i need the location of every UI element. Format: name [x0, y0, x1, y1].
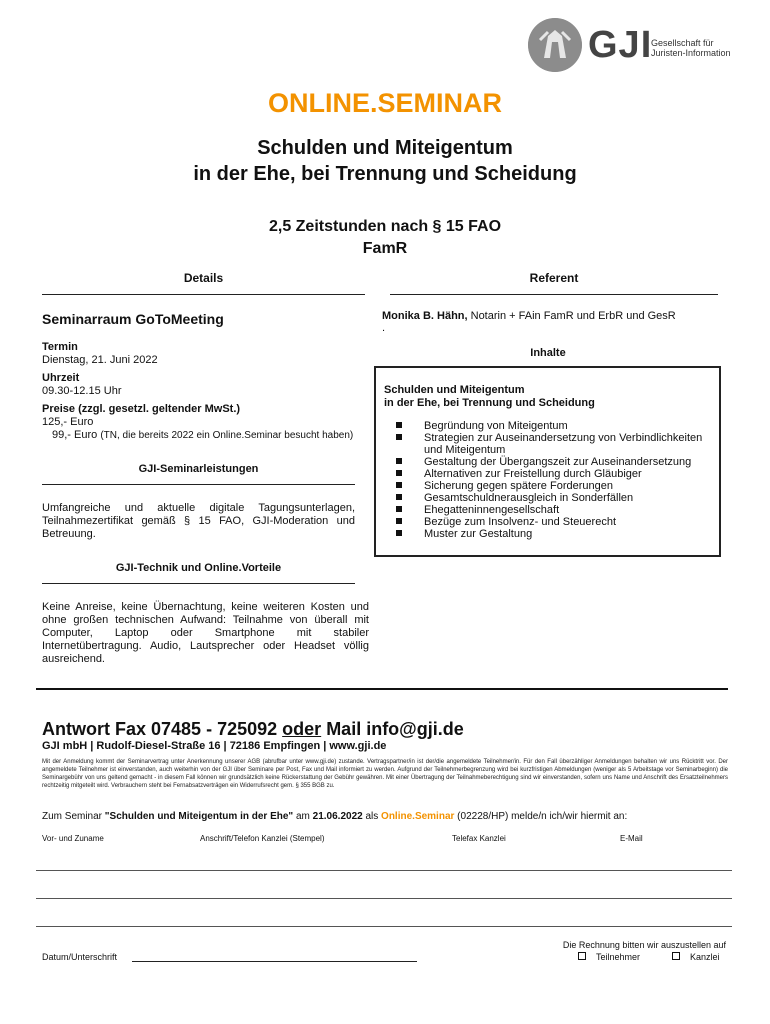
section-divider	[36, 688, 728, 690]
inhalte-box-title	[384, 384, 595, 410]
inhalte-box-title-line1: Schulden und Miteigentum	[384, 384, 525, 396]
inhalte-item	[394, 468, 712, 480]
inhalte-item	[394, 480, 712, 492]
reg-online: Online.Seminar	[381, 811, 455, 822]
details-rule	[42, 294, 365, 295]
col-address-label: Anschrift/Telefon Kanzlei (Stempel)	[200, 834, 325, 843]
square-bullet-icon	[396, 482, 402, 488]
seminar-title-line2: in der Ehe, bei Trennung und Scheidung	[193, 163, 577, 185]
details-heading: Details	[183, 271, 224, 285]
option-office-label: Kanzlei	[690, 952, 720, 962]
company-address: GJI mbH | Rudolf-Diesel-Straße 16 | 72186 Empfingen | www.gji.de	[42, 740, 387, 752]
square-bullet-icon	[396, 506, 402, 512]
referent-info	[382, 310, 676, 322]
price-reduced-note: (TN, die bereits 2022 ein Online.Seminar besucht haben)	[100, 430, 354, 441]
form-row-line-1[interactable]	[36, 870, 732, 871]
reg-am: am	[293, 811, 313, 822]
uhrzeit-label: Uhrzeit	[42, 372, 80, 384]
leistungen-rule	[42, 484, 355, 485]
square-bullet-icon	[396, 458, 402, 464]
referent-titles: Notarin + FAin FamR und ErbR und GesR	[470, 310, 676, 322]
square-bullet-icon	[396, 434, 402, 440]
leistungen-heading: GJI-Seminarleistungen	[138, 463, 259, 475]
col-email-label: E-Mail	[620, 834, 643, 843]
checkbox-office[interactable]	[672, 952, 680, 960]
square-bullet-icon	[396, 518, 402, 524]
price-reduced	[52, 429, 353, 441]
inhalte-item-text: Strategien zur Auseinandersetzung von Verbindlichkeiten und Miteigentum	[424, 432, 703, 456]
technik-heading: GJI-Technik und Online.Vorteile	[115, 562, 282, 574]
seminar-hours	[0, 216, 770, 260]
technik-text: Keine Anreise, keine Übernachtung, keine weiteren Kosten und ohne großen technischen Aufwand: Teilnahme von überall mit Computer, Laptop oder Smartphone mit stabiler Internetübertragung. Audio, Lautsprecher oder Headset völlig ausreichend.	[42, 601, 369, 665]
invoice-text: Die Rechnung bitten wir auszustellen auf	[562, 940, 726, 950]
referent-heading: Referent	[529, 271, 579, 285]
reg-als: als	[362, 811, 382, 822]
seminar-title	[0, 135, 770, 187]
inhalte-item	[394, 456, 712, 468]
inhalte-item	[394, 528, 712, 540]
inhalte-item-text: Begründung von Miteigentum	[424, 420, 568, 432]
inhalte-item-text: Gesamtschuldnerausgleich in Sonderfällen	[424, 492, 634, 504]
inhalte-item-text: Muster zur Gestaltung	[424, 528, 533, 540]
option-participant[interactable]	[578, 952, 640, 962]
logo-subtitle-line2: Juristen-Information	[651, 48, 731, 58]
reg-pre: Zum Seminar	[42, 811, 105, 822]
answer-line	[42, 719, 464, 740]
price-standard: 125,- Euro	[42, 416, 94, 428]
answer-mail: Mail info@gji.de	[326, 719, 464, 739]
seminar-title-line1: Schulden und Miteigentum	[257, 137, 513, 159]
uhrzeit-value: 09.30-12.15 Uhr	[42, 385, 122, 397]
registration-sentence	[42, 811, 627, 822]
gji-logo	[528, 18, 738, 76]
inhalte-item	[394, 504, 712, 516]
reg-title: "Schulden und Miteigentum in der Ehe"	[104, 811, 294, 822]
answer-fax: Fax 07485 - 725092	[115, 719, 278, 739]
termin-value: Dienstag, 21. Juni 2022	[42, 354, 158, 366]
signature-field[interactable]	[132, 961, 417, 962]
seminar-hours-line2: FamR	[362, 240, 408, 257]
col-name-label: Vor- und Zuname	[42, 834, 104, 843]
referent-rule	[390, 294, 718, 295]
square-bullet-icon	[396, 530, 402, 536]
square-bullet-icon	[396, 470, 402, 476]
answer-oder: oder	[282, 719, 322, 739]
option-office[interactable]	[672, 952, 720, 962]
inhalte-item-text: Sicherung gegen spätere Forderungen	[424, 480, 613, 492]
inhalte-item-text: Bezüge zum Insolvenz- und Steuerecht	[424, 516, 617, 528]
preise-label: Preise (zzgl. gesetzl. geltender MwSt.)	[42, 403, 241, 415]
inhalte-list	[394, 420, 712, 540]
terms-fine-print: Mit der Anmeldung kommt der Seminarvertrag unter Anerkennung unserer AGB (abrufbar unter www.gji.de) zustande. Vertragspartner/in ist der/die angemeldete Teilnehmer/in. Für den Fall überzähliger Anmeldungen behalten wir uns Rücktritt vor. Der angemeldete Teilnehmer ist einverstanden, auch weiterhin von der GJI über Seminare per Post, Fax und Mail informiert zu werden. Aufgrund der Teilnehmerbegrenzung wird bei kurzfristigen Abmeldungen (weniger als 5 Arbeitstage vor Seminarbeginn) die Seminargebühr von uns geltend gemacht - in diesem Fall können wir grundsätzlich keine Rückerstattung der Gebühr gewähren. Mit einer Übertragung der Teilnahmeberechtigung sind wir einverstanden, sofern uns Name und Anschrift des Ersatzteilnehmers rechtzeitig mitgeteilt wird. Verbrauchern steht bei Fernabsatzverträgen ein Widerrufsrecht gem. § 355 BGB zu.	[42, 759, 728, 789]
checkbox-participant[interactable]	[578, 952, 586, 960]
inhalte-heading: Inhalte	[530, 347, 566, 359]
logo-brand: GJI	[588, 24, 653, 66]
price-reduced-value: 99,- Euro	[52, 429, 98, 441]
reg-post: (02228/HP) melde/n ich/wir hiermit an:	[454, 811, 628, 822]
inhalte-item-text: Gestaltung der Übergangszeit zur Auseinandersetzung	[424, 456, 692, 468]
square-bullet-icon	[396, 422, 402, 428]
termin-label: Termin	[42, 341, 78, 353]
leistungen-text: Umfangreiche und aktuelle digitale Tagungsunterlagen, Teilnahmezertifikat gemäß § 15 FAO, GJI-Moderation und Betreuung.	[42, 502, 355, 540]
form-row-line-3[interactable]	[36, 926, 732, 927]
inhalte-box-title-line2: in der Ehe, bei Trennung und Scheidung	[384, 397, 595, 409]
seminar-location: Seminarraum GoToMeeting	[42, 311, 224, 327]
inhalte-box	[374, 366, 721, 557]
seminar-hours-line1: 2,5 Zeitstunden nach § 15 FAO	[268, 218, 502, 235]
square-bullet-icon	[396, 494, 402, 500]
form-row-line-2[interactable]	[36, 898, 732, 899]
referent-name: Monika B. Hähn,	[382, 310, 468, 322]
inhalte-item	[394, 516, 712, 528]
inhalte-item	[394, 432, 712, 456]
logo-subtitle	[651, 38, 731, 58]
option-participant-label: Teilnehmer	[596, 952, 641, 962]
inhalte-item-text: Ehegatteninnengesellschaft	[424, 504, 560, 516]
logo-subtitle-line1: Gesellschaft für	[651, 38, 714, 48]
answer-prefix: Antwort	[42, 719, 110, 739]
technik-rule	[42, 583, 355, 584]
col-fax-label: Telefax Kanzlei	[452, 834, 506, 843]
inhalte-item	[394, 492, 712, 504]
inhalte-item-text: Alternativen zur Freistellung durch Gläubiger	[424, 468, 642, 480]
seminar-type-label: ONLINE.SEMINAR	[267, 88, 502, 118]
logo-emblem-icon	[528, 18, 582, 72]
referent-dot: .	[382, 322, 386, 334]
signature-label: Datum/Unterschrift	[42, 952, 118, 962]
inhalte-item	[394, 420, 712, 432]
reg-date: 21.06.2022	[312, 811, 363, 822]
